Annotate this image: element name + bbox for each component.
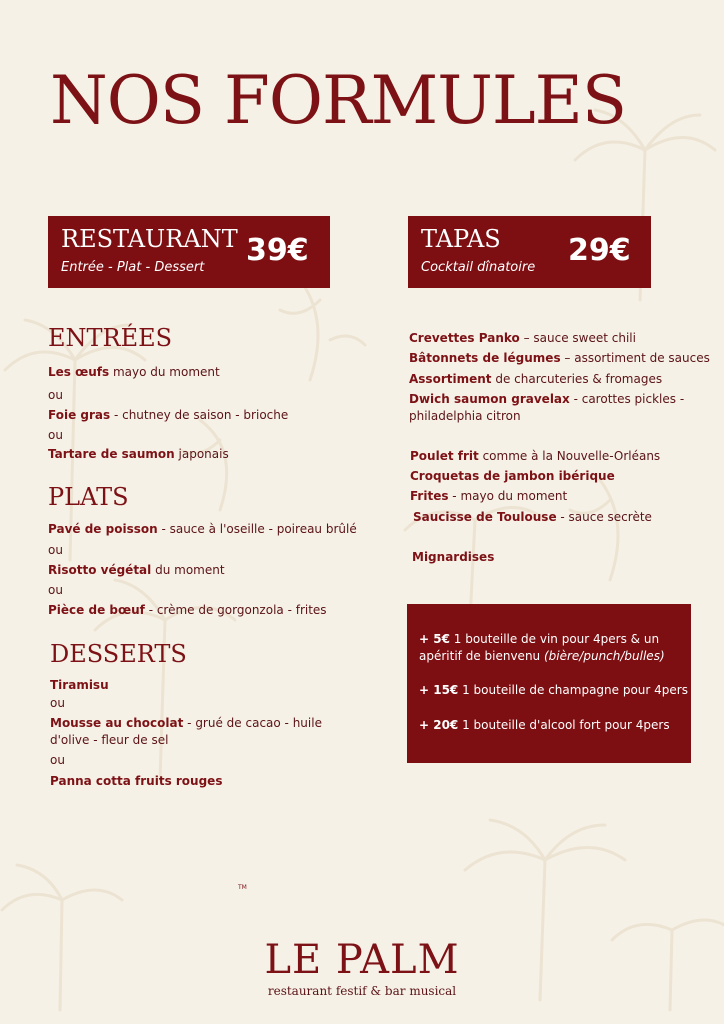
menu-item: Risotto végétal du moment [48,563,225,577]
menu-item: ou [48,388,63,402]
menu-item: ou [50,753,65,767]
menu-item: ou [50,696,65,710]
menu-item: Mousse au chocolat - grué de cacao - huile [50,716,322,730]
extra-champagne: + 15€ 1 bouteille de champagne pour 4pers [419,683,688,697]
menu-item: Pièce de bœuf - crème de gorgonzola - frites [48,603,327,617]
menu-item: Tiramisu [50,678,109,692]
menu-item: Tartare de saumon japonais [48,447,229,461]
tapas-name: TAPAS [421,225,501,253]
tapas-item: Crevettes Panko – sauce sweet chili [409,331,636,345]
entrees-heading: ENTRÉES [48,324,173,352]
extra-wine-line2: apéritif de bienvenu (bière/punch/bulles) [419,649,665,663]
menu-item: Foie gras - chutney de saison - brioche [48,408,289,422]
menu-item: ou [48,543,63,557]
menu-item: Panna cotta fruits rouges [50,774,223,788]
tapas-item: Bâtonnets de légumes – assortiment de sauces [409,351,710,365]
tapas-item: Dwich saumon gravelax - carottes pickles - [409,392,685,406]
restaurant-name: RESTAURANT [61,225,238,253]
menu-item: Les œufs mayo du moment [48,365,220,379]
restaurant-formula-box [48,216,330,288]
tapas-item: Croquetas de jambon ibérique [410,469,615,483]
tapas-item: Poulet frit comme à la Nouvelle-Orléans [410,449,661,463]
menu-item: ou [48,583,63,597]
tapas-item: philadelphia citron [409,409,521,423]
desserts-heading: DESSERTS [50,640,187,668]
page-title: NOS FORMULES [50,62,627,139]
menu-item: Pavé de poisson - sauce à l'oseille - poireau brûlé [48,522,357,536]
menu-item: d'olive - fleur de sel [50,733,169,747]
tapas-subtitle: Cocktail dînatoire [421,260,536,275]
tapas-item: Frites - mayo du moment [410,489,568,503]
trademark-mark: TM [238,884,247,891]
menu-item: ou [48,428,63,442]
tapas-item: Assortiment de charcuteries & fromages [409,372,663,386]
tapas-item: Saucisse de Toulouse - sauce secrète [413,510,652,524]
extra-alcohol: + 20€ 1 bouteille d'alcool fort pour 4pers [419,718,670,732]
tapas-formula-box [408,216,651,288]
tapas-price: 29€ [568,233,631,268]
plats-heading: PLATS [48,483,129,511]
extras-box [407,604,691,763]
brand-tagline: restaurant festif & bar musical [267,984,457,998]
extra-wine: + 5€ 1 bouteille de vin pour 4pers & un [419,632,660,646]
restaurant-price: 39€ [246,233,309,268]
restaurant-subtitle: Entrée - Plat - Dessert [61,260,205,275]
tapas-item: Mignardises [412,550,495,564]
brand-logo: LE PALM [264,937,460,983]
